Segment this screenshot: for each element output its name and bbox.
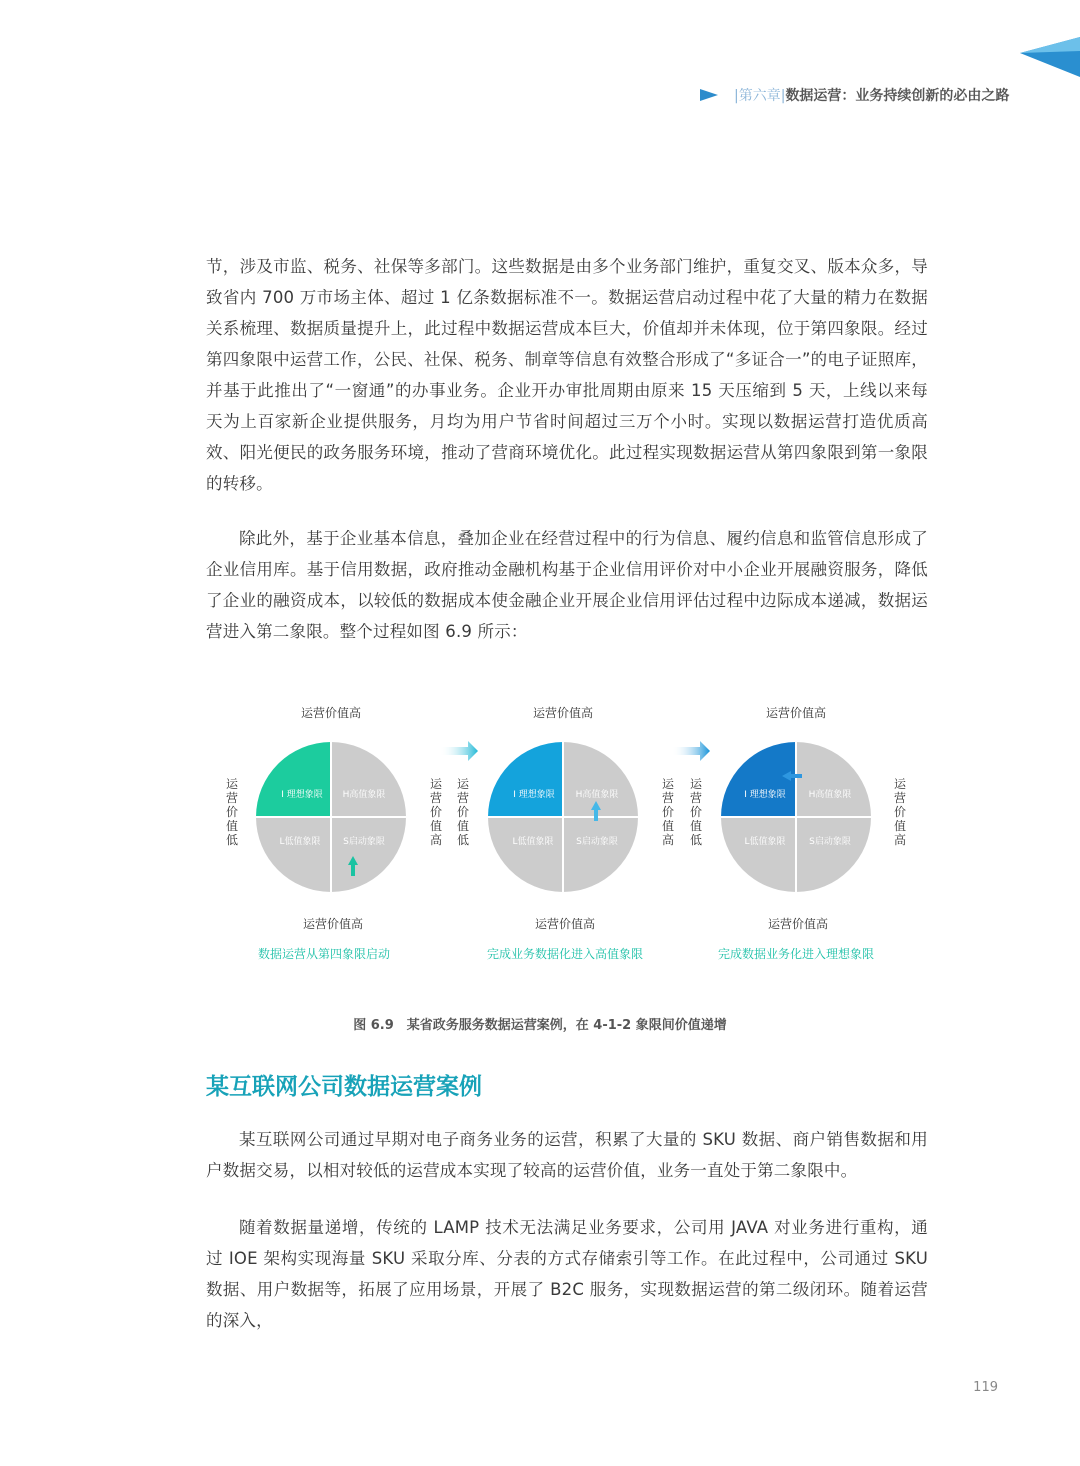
section-title: 某互联网公司数据运营案例 xyxy=(206,1074,482,1100)
d3-top-label: 运营价值高 xyxy=(765,706,827,720)
d2-q1-label: I 理想象限 xyxy=(513,790,555,800)
section-paragraph-1 xyxy=(206,1124,928,1186)
d1-bottom-label: 运营价值高 xyxy=(302,917,364,931)
d2-right-label: 运营价值高 xyxy=(661,777,675,847)
d3-left-label: 运营价值低 xyxy=(689,777,703,847)
d3-quadrant-2 xyxy=(796,742,871,817)
header-arrow-icon xyxy=(700,89,718,101)
d3-q4-label: S启动象限 xyxy=(809,837,851,847)
d2-quadrant-3 xyxy=(488,817,563,892)
figure-caption: 图 6.9 某省政务服务数据运营案例，在 4-1-2 象限间价值递增 xyxy=(353,1018,727,1033)
transition-arrow-1 xyxy=(440,741,478,761)
d1-left-label: 运营价值低 xyxy=(225,777,239,847)
d2-quadrant-1 xyxy=(488,742,563,817)
quadrant-diagram-2 xyxy=(457,705,675,961)
d1-top-label: 运营价值高 xyxy=(300,706,362,720)
d2-left-label: 运营价值低 xyxy=(456,777,470,847)
running-header xyxy=(700,84,1009,106)
d3-quadrant-1 xyxy=(721,742,796,817)
body-paragraph-2 xyxy=(206,523,928,647)
d2-q2-label: H高值象限 xyxy=(575,790,619,800)
d1-q3-label: L低值象限 xyxy=(279,837,321,847)
d1-quadrant-3 xyxy=(256,817,331,892)
d3-caption: 完成数据业务化进入理想象限 xyxy=(717,947,875,961)
d1-q1-label: I 理想象限 xyxy=(281,790,323,800)
transition-arrow-2 xyxy=(672,741,710,761)
section-paragraph-2 xyxy=(206,1212,928,1336)
header-chapter: |第六章| xyxy=(734,88,786,104)
d2-q3-label: L低值象限 xyxy=(512,837,554,847)
d2-quadrant-4 xyxy=(563,817,638,892)
d3-right-label: 运营价值高 xyxy=(893,777,907,847)
body-paragraph-1-text: 节，涉及市监、税务、社保等多部门。这些数据是由多个业务部门维护，重复交叉、版本众多，导致省内 700 万市场主体、超过 1 亿条数据标准不一。数据运营启动过程中花了大量的精力在数据关系梳理、数据质量提升上，此过程中数据运营成本巨大，价值却并未体现，位于第四象限。经过第四象限中运营工作，公民、社保、税务、制章等信息有效整合形成了“多证合一”的电子证照库，并基于此推出了“一窗通”的办事业务。企业开办审批周期由原来 15 天压缩到 5 天，上线以来每天为上百家新企业提供服务，月均为用户节省时间超过三万个小时。实现以数据运营打造优质高效、阳光便民的政务服务环境，推动了营商环境优化。此过程实现数据运营从第四象限到第一象限的转移。 xyxy=(206,257,928,493)
d3-quadrant-3 xyxy=(721,817,796,892)
d2-bottom-label: 运营价值高 xyxy=(534,917,596,931)
body-paragraph-1 xyxy=(206,251,928,499)
d1-caption: 数据运营从第四象限启动 xyxy=(257,947,391,961)
d2-q4-label: S启动象限 xyxy=(576,837,618,847)
d1-right-label: 运营价值高 xyxy=(429,777,443,847)
d2-caption: 完成业务数据化进入高值象限 xyxy=(486,947,644,961)
quadrant-diagram-3 xyxy=(690,705,907,961)
corner-decoration xyxy=(1020,37,1080,77)
d1-quadrant-1 xyxy=(256,742,331,817)
d2-quadrant-2 xyxy=(563,742,638,817)
section-paragraph-1-text: 某互联网公司通过早期对电子商务业务的运营，积累了大量的 SKU 数据、商户销售数据和用户数据交易，以相对较低的运营成本实现了较高的运营价值，业务一直处于第二象限中。 xyxy=(206,1130,928,1180)
d3-quadrant-4 xyxy=(796,817,871,892)
quadrant-figure xyxy=(0,690,1080,990)
d3-q3-label: L低值象限 xyxy=(744,837,786,847)
header-title: 数据运营：业务持续创新的必由之路 xyxy=(785,88,1010,104)
d2-top-label: 运营价值高 xyxy=(532,706,594,720)
d3-bottom-label: 运营价值高 xyxy=(767,917,829,931)
d3-q2-label: H高值象限 xyxy=(808,790,852,800)
d1-q2-label: H高值象限 xyxy=(342,790,386,800)
d3-q1-label: I 理想象限 xyxy=(744,790,786,800)
section-paragraph-2-text: 随着数据量递增，传统的 LAMP 技术无法满足业务要求，公司用 JAVA 对业务进行重构，通过 IOE 架构实现海量 SKU 采取分库、分表的方式存储索引等工作。在此过程中，公司通过 SKU 数据、用户数据等，拓展了应用场景，开展了 B2C 服务，实现数据运营的第二级闭环。随着运营的深入， xyxy=(206,1218,928,1330)
d1-quadrant-4 xyxy=(331,817,406,892)
quadrant-diagram-1 xyxy=(226,705,443,961)
d1-quadrant-2 xyxy=(331,742,406,817)
page-number: 119 xyxy=(973,1380,998,1395)
d1-q4-label: S启动象限 xyxy=(343,837,385,847)
body-paragraph-2-text: 除此外，基于企业基本信息，叠加企业在经营过程中的行为信息、履约信息和监管信息形成了企业信用库。基于信用数据，政府推动金融机构基于企业信用评价对中小企业开展融资服务，降低了企业的融资成本，以较低的数据成本使金融企业开展企业信用评估过程中边际成本递减，数据运营进入第二象限。整个过程如图 6.9 所示： xyxy=(206,529,928,641)
